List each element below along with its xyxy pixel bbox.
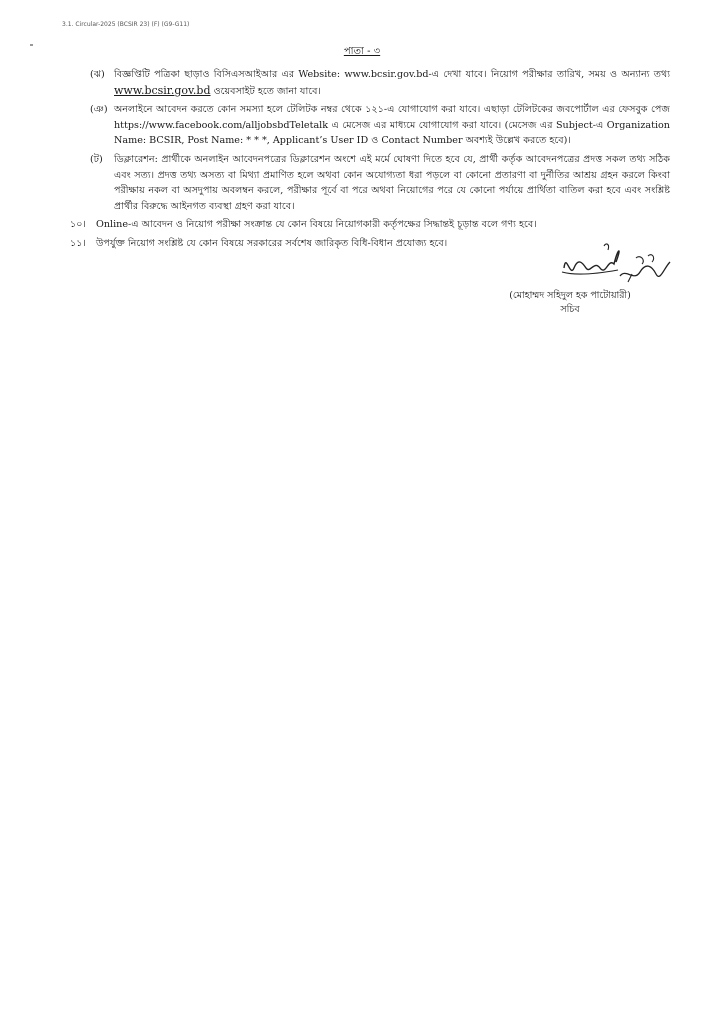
document-reference: 3.1. Circular-2025 (BCSIR 23) (F) (G9-G11) — [62, 21, 190, 28]
list-item — [70, 102, 670, 149]
document-body — [70, 67, 670, 255]
item-marker: (ট) — [90, 153, 103, 165]
signer-name: (মোহাম্মদ সহিদুল হক পাটোয়ারী) — [509, 290, 631, 301]
item-text: ডিক্লারেশন: প্রার্থীকে অনলাইন আবেদনপত্রের ডিক্লারেশন অংশে এই মর্মে ঘোষণা দিতে হবে যে, প্রার্থী কর্তৃক আবেদনপত্রের প্রদত্ত সকল তথ্য সঠিক এবং সত্য। প্রদত্ত তথ্য অসত্য বা মিথ্যা প্রমাণিত হলে অথবা কোন অযোগ্যতা ধরা পড়লে বা কোনো প্রতারণা বা দুর্নীতির আশ্রয় গ্রহন করলে কিংবা পরীক্ষায় নকল বা অসদুপায় অবলম্বন করলে, পরীক্ষার পূর্বে বা পরে অথবা নিয়োগের পরে যে কোনো পর্যায়ে প্রার্থিতা বাতিল করা হবে এবং সংশ্লিষ্ট প্রার্থীর বিরুদ্ধে আইনগত ব্যবস্থা গ্রহণ করা যাবে। — [114, 153, 671, 212]
item-text: উপর্যুক্ত নিয়োগ সংশ্লিষ্ট যে কোন বিষয়ে সরকারের সর্বশেষ জারিকৃত বিধি-বিধান প্রযোজ্য হবে। — [96, 237, 448, 249]
list-item — [70, 152, 670, 214]
item-marker: (ঞ) — [90, 104, 108, 116]
item-marker: (ঝ) — [90, 69, 105, 80]
list-item — [70, 67, 670, 99]
list-item — [70, 217, 670, 233]
signer-title: সচিব — [560, 304, 580, 315]
handwritten-signature — [556, 238, 674, 294]
item-marker: ১০। — [70, 219, 86, 231]
page-number: পাতা - ৩ — [343, 46, 381, 57]
website-link[interactable]: www.bcsir.gov.bd — [114, 83, 211, 97]
item-marker: ১১। — [70, 237, 86, 249]
item-text: বিজ্ঞপ্তিটি পত্রিকা ছাড়াও বিসিএসআইআর এর Website: www.bcsir.gov.bd-এ দেখা যাবে। নিয়োগ পরীক্ষার তারিখ, সময় ও অন্যান্য তথ্য www.bcsir.gov.bd ওয়েবসাইট হতে জানা যাবে। — [114, 69, 670, 97]
item-text: অনলাইনে আবেদন করতে কোন সমস্যা হলে টেলিটক নম্বর থেকে ১২১-এ যোগাযোগ করা যাবে। এছাড়া টেলিটকের জবপোর্টাল এর ফেসবুক পেজ https://www.facebook.com/alljobsbdTeletalk এ মেসেজ এর মাধ্যমে যোগাযোগ করা যাবে। (মেসেজ এর Subject-এ Organization Name: BCSIR, Post Name: * * *, Applicant’s User ID ও Contact Number অবশ্যই উল্লেখ করতে হবে)। — [114, 104, 670, 147]
item-text: Online-এ আবেদন ও নিয়োগ পরীক্ষা সংক্রান্ত যে কোন বিষয়ে নিয়োগকারী কর্তৃপক্ষের সিদ্ধান্তই চূড়ান্ত বলে গণ্য হবে। — [96, 219, 537, 231]
